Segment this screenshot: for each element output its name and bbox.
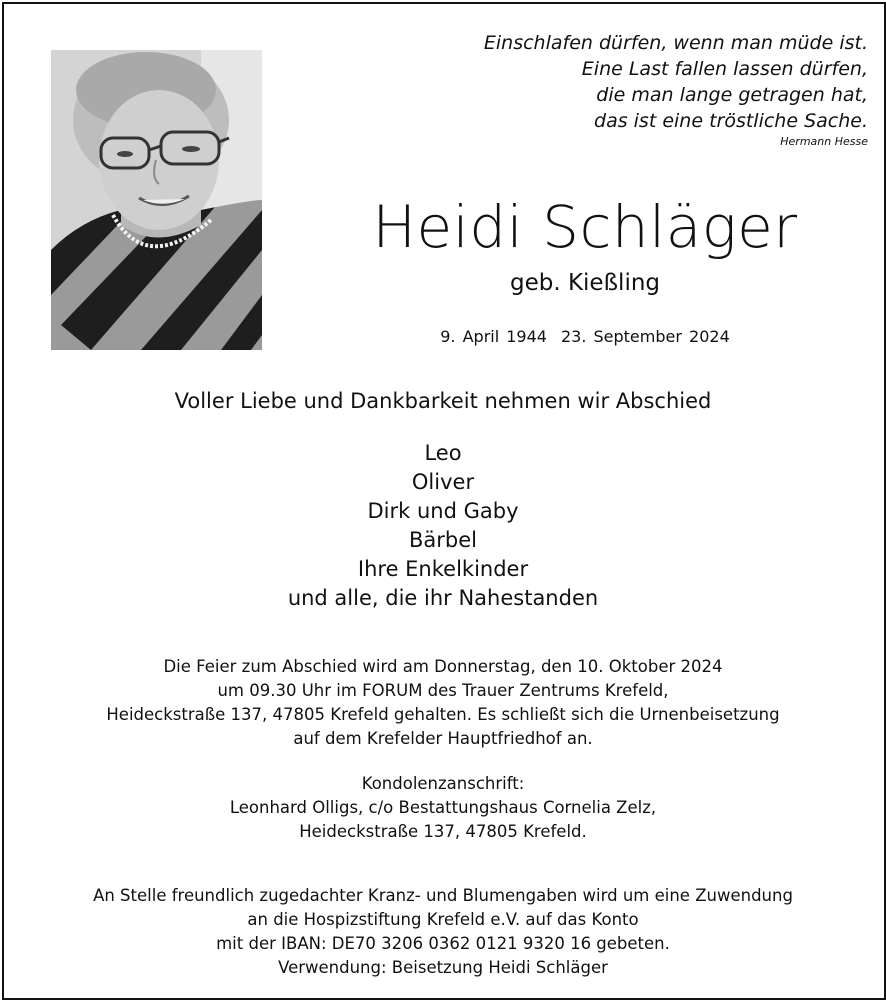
mourner-name: Oliver — [411, 470, 475, 494]
ceremony-info — [0, 655, 886, 751]
donation-line: mit der IBAN: DE70 3206 0362 0121 9320 16 gebeten. — [216, 934, 670, 953]
quote-line: die man lange getragen hat, — [596, 84, 868, 106]
condolence-line: Kondolenzanschrift: — [361, 774, 525, 793]
quote-line: Einschlafen dürfen, wenn man müde ist. — [483, 32, 868, 54]
mourner-name: Leo — [424, 441, 462, 465]
donation-line: An Stelle freundlich zugedachter Kranz- und Blumengaben wird um eine Zuwendung — [93, 886, 793, 905]
condolence-line: Heideckstraße 137, 47805 Krefeld. — [299, 822, 587, 841]
mourner-name: Ihre Enkelkinder — [357, 557, 529, 581]
donation-info — [0, 884, 886, 980]
portrait-image — [51, 50, 262, 350]
mourner-name: Dirk und Gaby — [367, 499, 519, 523]
condolence-line: Leonhard Olligs, c/o Bestattungshaus Cornelia Zelz, — [229, 798, 657, 817]
birth-date: 9. April 1944 — [440, 327, 547, 346]
portrait-photo — [51, 50, 262, 350]
mourner-name: Bärbel — [409, 528, 477, 552]
ceremony-line: auf dem Krefelder Hauptfriedhof an. — [293, 729, 593, 748]
ceremony-line: Die Feier zum Abschied wird am Donnerstag, den 10. Oktober 2024 — [163, 657, 723, 676]
condolence-address — [0, 772, 886, 844]
donation-line: Verwendung: Beisetzung Heidi Schläger — [278, 958, 608, 977]
quote-line: Eine Last fallen lassen dürfen, — [581, 58, 868, 80]
donation-line: an die Hospizstiftung Krefeld e.V. auf das Konto — [247, 910, 639, 929]
quote-line: das ist eine tröstliche Sache. — [594, 110, 868, 132]
mourners-list — [0, 439, 886, 613]
farewell-line: Voller Liebe und Dankbarkeit nehmen wir Abschied — [174, 389, 712, 413]
ceremony-line: Heideckstraße 137, 47805 Krefeld gehalten. Es schließt sich die Urnenbeisetzung — [106, 705, 780, 724]
ceremony-line: um 09.30 Uhr im FORUM des Trauer Zentrums Krefeld, — [217, 681, 669, 700]
poem-quote — [388, 30, 868, 149]
mourner-name: und alle, die ihr Nahestanden — [287, 586, 599, 610]
birth-name: geb. Kießling — [509, 270, 661, 296]
death-date: 23. September 2024 — [560, 327, 730, 346]
life-dates — [300, 327, 870, 346]
deceased-name: Heidi Schläger — [372, 193, 798, 261]
quote-author: Hermann Hesse — [780, 135, 868, 148]
